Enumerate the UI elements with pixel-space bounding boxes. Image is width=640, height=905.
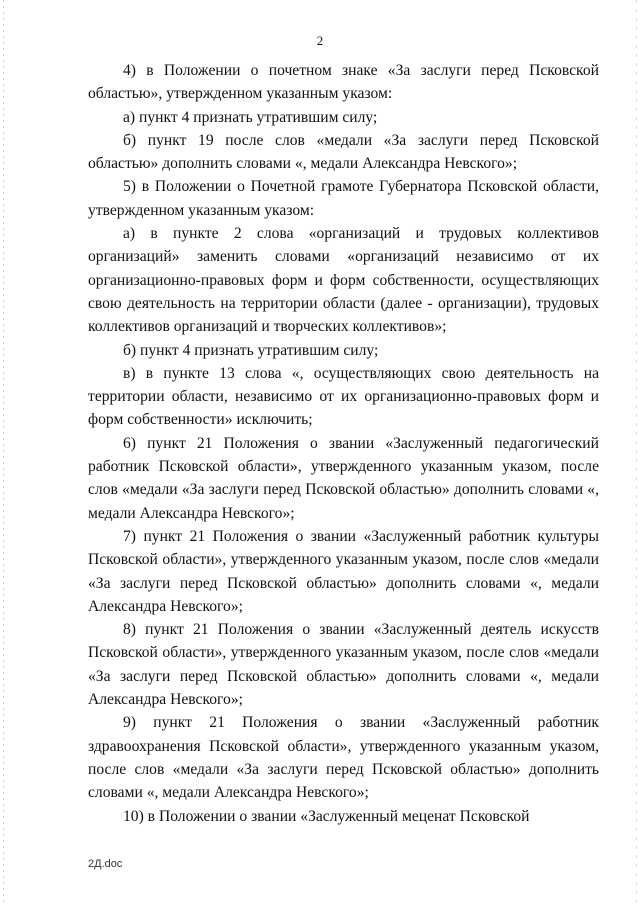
paragraph-subitem-4b: б) пункт 19 после слов «медали «За заслуги перед Псковской областью» дополнить словами «, медали Александра Невского»; — [88, 131, 599, 173]
paragraph-item-9: 9) пункт 21 Положения о звании «Заслуженный работник здравоохранения Псковской области», утвержденного указанным указом, после слов «медали «За заслуги перед Псковской областью» дополнить словами «, медали Александра Невского»; — [88, 714, 599, 802]
file-name-footer: 2Д.doc — [88, 858, 123, 870]
paragraph-subitem-5a: а) в пункте 2 слова «организаций и трудовых коллективов организаций» заменить словами «организаций независимо от их организационно-правовых форм и форм собственности, осуществляющих свою деятельность на территории области (далее - организации), трудовых коллективов организаций и творческих коллективов»; — [88, 225, 599, 336]
paragraph-subitem-5c: в) в пункте 13 слова «, осуществляющих свою деятельность на территории области, независимо от их организационно-правовых форм и форм собственности» исключить; — [88, 364, 599, 429]
scan-edge-right — [636, 0, 637, 905]
document-body — [88, 59, 599, 828]
paragraph-item-5: 5) в Положении о Почетной грамоте Губернатора Псковской области, утвержденном указанным указом: — [88, 178, 599, 219]
paragraph-item-8: 8) пункт 21 Положения о звании «Заслуженный деятель искусств Псковской области», утвержденного указанным указом, после слов «медали «За заслуги перед Псковской областью» дополнить словами «, медали Александра Невского»; — [88, 621, 599, 709]
paragraph-subitem-4a: а) пункт 4 признать утратившим силу; — [123, 108, 378, 126]
paragraph-subitem-5b: б) пункт 4 признать утратившим силу; — [123, 341, 379, 359]
paragraph-item-10: 10) в Положении о звании «Заслуженный меценат Псковской — [123, 807, 530, 825]
paragraph-item-4: 4) в Положении о почетном знаке «За заслуги перед Псковской областью», утвержденном указанным указом: — [88, 62, 599, 103]
page-number: 2 — [316, 33, 324, 48]
paragraph-item-7: 7) пункт 21 Положения о звании «Заслуженный работник культуры Псковской области», утвержденного указанным указом, после слов «медали «За заслуги перед Псковской областью» дополнить словами «, медали Александра Невского»; — [88, 527, 599, 615]
paragraph-item-6: 6) пункт 21 Положения о звании «Заслуженный педагогический работник Псковской области», утвержденного указанным указом, после слов «медали «За заслуги перед Псковской областью» дополнить словами «, медали Александра Невского»; — [88, 434, 599, 522]
scan-edge-left — [3, 0, 4, 905]
